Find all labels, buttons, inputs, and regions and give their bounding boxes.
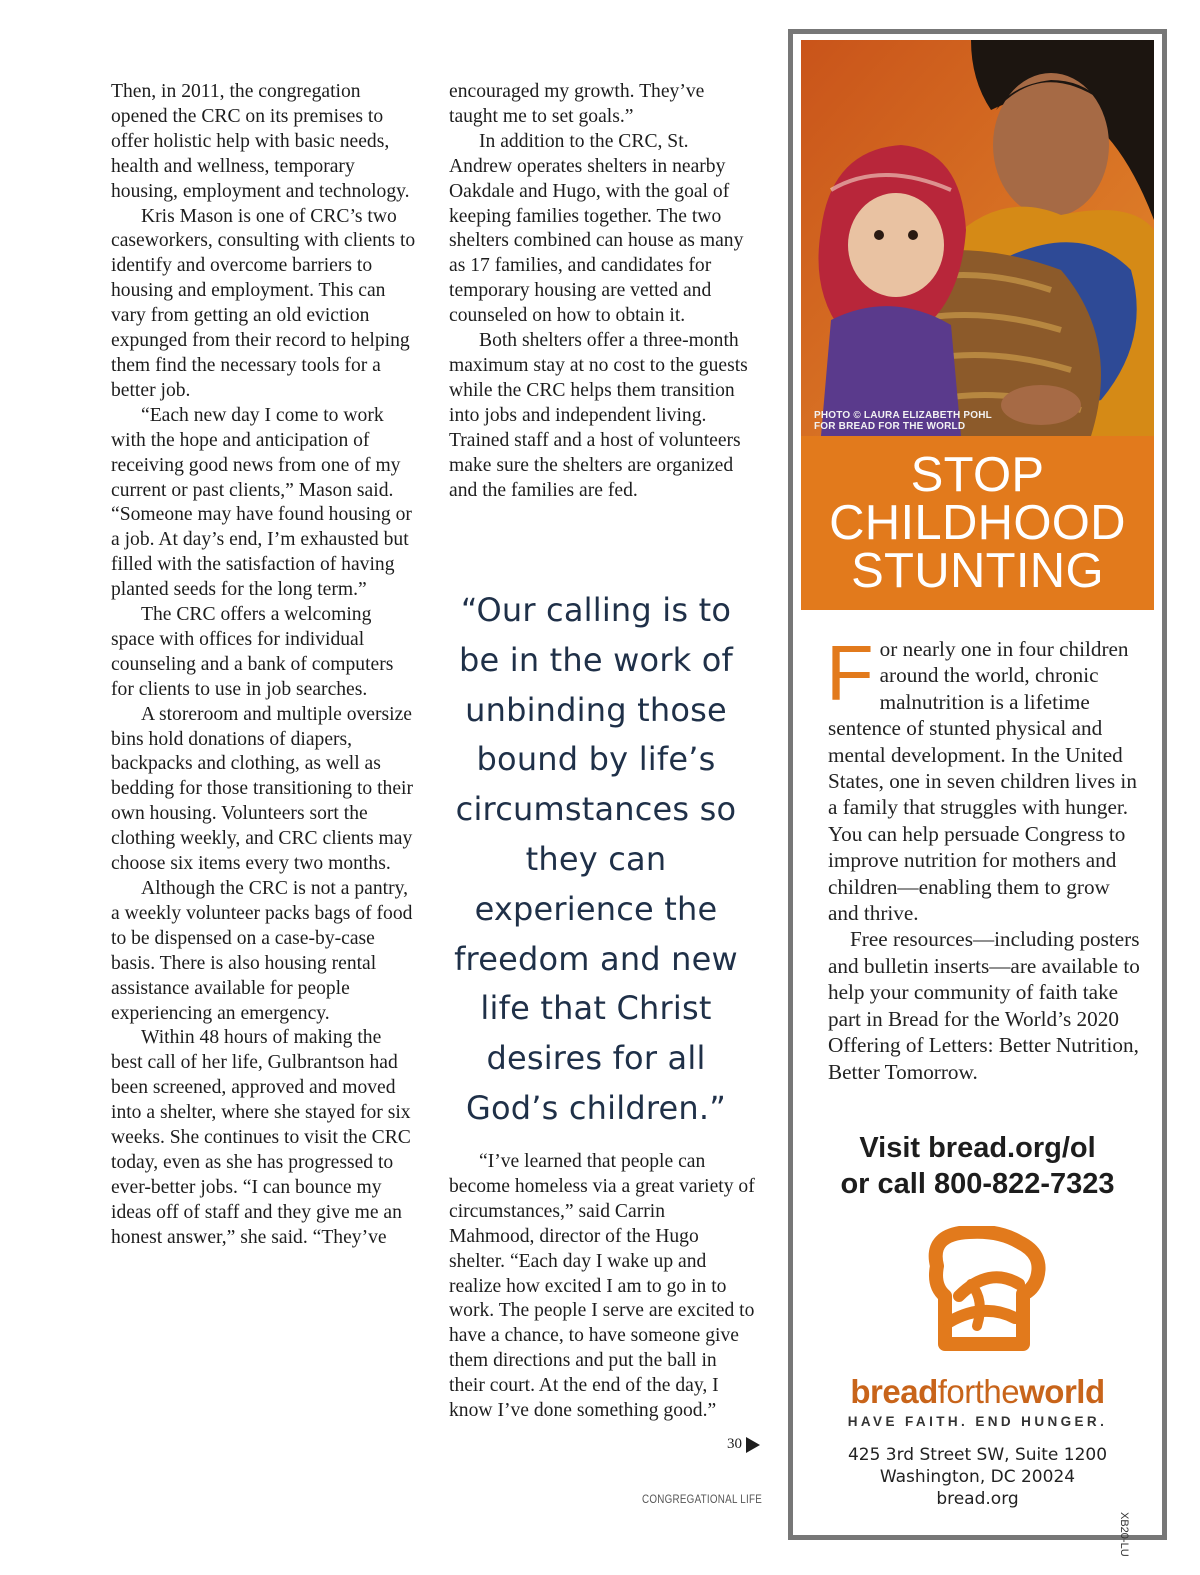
brand-tagline: HAVE FAITH. END HUNGER.	[847, 1414, 1108, 1429]
paragraph: A storeroom and multiple oversize bins hold donations of diapers, backpacks and clothing, as well as bedding for those transitioning to their own housing. Volunteers sort the clothing weekly, and CRC clients may choose six items every two months.	[111, 703, 414, 875]
paragraph: Then, in 2011, the congregation opened the CRC on its premises to offer holistic help with basic needs, health and wellness, temporary housing, employment and technology.	[111, 81, 410, 202]
paragraph: In addition to the CRC, St. Andrew operates shelters in nearby Oakdale and Hugo, with the goal of keeping families together. The two shelters combined can house as many as 17 families, and candidates for temporary housing are vetted and counseled on how to obtain it.	[449, 130, 744, 327]
paragraph: Within 48 hours of making the best call of her life, Gulbrantson had been screened, approved and moved into a shelter, where she stayed for six weeks. She continues to visit the CRC today, even as she has progressed to ever-better jobs. “I can bounce my ideas off of staff and they give me an honest answer,” she said. “They’ve	[111, 1027, 411, 1248]
ad-code: XB20-LU	[1118, 1512, 1130, 1557]
paragraph: Both shelters offer a three-month maximum stay at no cost to the guests while the CRC helps them transition into jobs and independent living. Trained staff and a host of volunteers make sure the shelters are organized and the families are fed.	[449, 330, 748, 501]
paragraph: “I’ve learned that people can become homeless via a great variety of circumstances,” said Carrin Mahmood, director of the Hugo shelter. “Each day I wake up and realize how excited I am to go in to work. The people I serve are excited to have a chance, to have someone give them directions and put the ball in their court. At the end of the day, I know I’ve done something good.”	[449, 1151, 755, 1422]
ad-paragraph-text: or nearly one in four children around the world, chronic malnutrition is a lifetime sentence of stunted physical and mental development. In the United States, one in seven children lives in a family that struggles with hunger. You can help persuade Congress to improve nutrition for mothers and children—enabling them to grow and thrive.	[828, 637, 1137, 926]
section-footer: CONGREGATIONAL LIFE	[642, 1492, 763, 1506]
address-line: Washington, DC 20024	[879, 1467, 1076, 1487]
headline-line: STUNTING	[851, 544, 1104, 598]
article-column-1	[111, 80, 417, 1251]
paragraph: “Each new day I come to work with the hope and anticipation of receiving good news from one of my current or past clients,” Mason said. “Someone may have found housing or a job. At day’s end, I’m exhausted but filled with the satisfaction of having planted seeds for the long term.”	[111, 404, 412, 601]
photo-credit-line: PHOTO © LAURA ELIZABETH POHL	[814, 410, 992, 421]
article-column-2	[449, 80, 755, 503]
ad-paragraph	[826, 629, 1140, 926]
article-column-2-lower	[449, 1150, 755, 1424]
mother-child-photo	[801, 40, 1154, 436]
paragraph: encouraged my growth. They’ve taught me to set goals.”	[449, 81, 705, 127]
address-website[interactable]: bread.org	[936, 1489, 1019, 1509]
page-number-text: 30	[727, 1436, 742, 1452]
ad-body	[826, 629, 1140, 1085]
brand-part: for	[937, 1373, 975, 1410]
bread-logo-icon	[919, 1226, 1049, 1356]
photo-credit-line: FOR BREAD FOR THE WORLD	[814, 421, 966, 432]
headline-banner	[801, 436, 1154, 610]
paragraph: The CRC offers a welcoming space with offices for individual counseling and a bank of computers for clients to use in job searches.	[111, 604, 394, 700]
brand-part: world	[1019, 1373, 1105, 1410]
ad-paragraph: Free resources—including posters and bulletin inserts—are available to help your community of faith take part in Bread for the World’s 2020 Offering of Letters: Better Nutrition, Better Tomorrow.	[828, 927, 1140, 1084]
pull-quote: “Our calling is to be in the work of unbinding those bound by life’s circumstances so they can experience the freedom and new life that Christ desires for all God’s children.”	[454, 591, 738, 1127]
photo-illustration	[801, 40, 1154, 436]
brand-wordmark	[801, 1372, 1154, 1412]
continue-arrow-icon	[746, 1437, 760, 1453]
paragraph: Although the CRC is not a pantry, a weekly volunteer packs bags of food to be dispensed on a case-by-case basis. There is also housing rental assistance available for people experiencing an emergency.	[111, 878, 413, 1024]
cta-website[interactable]: Visit bread.org/ol	[859, 1132, 1096, 1164]
photo-credit	[814, 410, 992, 432]
call-to-action	[801, 1130, 1154, 1202]
brand-part: bread	[850, 1373, 938, 1410]
cta-phone[interactable]: or call 800-822-7323	[840, 1168, 1115, 1200]
headline-line: CHILDHOOD	[829, 496, 1126, 550]
headline-line: STOP	[910, 448, 1045, 502]
address-line: 425 3rd Street SW, Suite 1200	[847, 1445, 1108, 1465]
advertisement	[788, 29, 1167, 1557]
paragraph: Kris Mason is one of CRC’s two caseworkers, consulting with clients to identify and overcome barriers to housing and employment. This can vary from getting an old eviction expunged from their record to helping them find the necessary tools for a better job.	[111, 205, 416, 401]
drop-cap: F	[826, 629, 874, 717]
page-number	[727, 1436, 760, 1453]
brand-part: the	[974, 1373, 1020, 1410]
address-block	[801, 1444, 1154, 1510]
